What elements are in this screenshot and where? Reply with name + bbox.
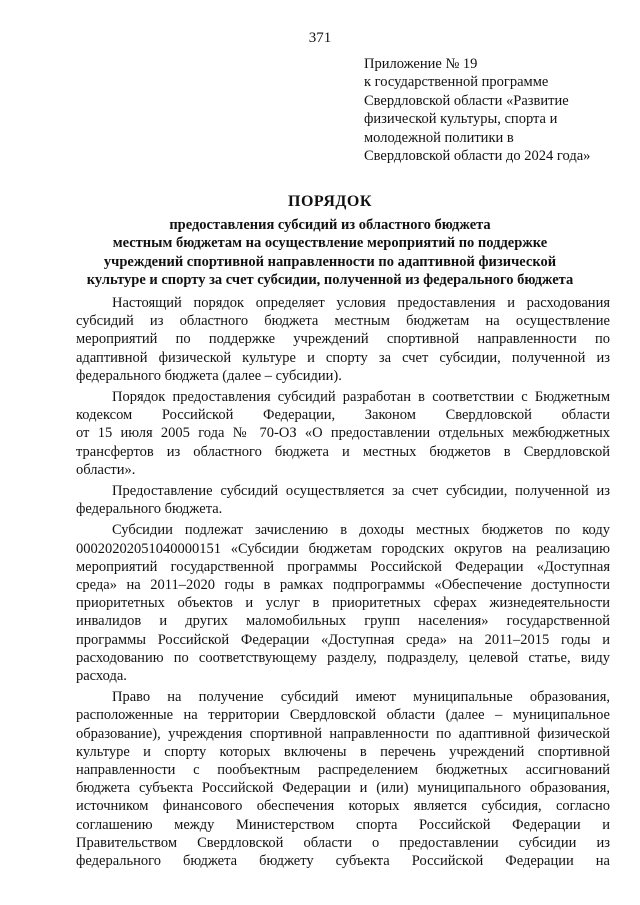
appendix-line: Свердловской области до 2024 года» (364, 148, 591, 165)
paragraph-line: федерального бюджета. (76, 501, 223, 518)
title-main: ПОРЯДОК (288, 193, 372, 210)
paragraph-line: расположенные на территории Свердловской области (далее – муниципальное (76, 707, 610, 724)
appendix-line: молодежной политики в (364, 129, 514, 146)
paragraph-line: 00020202051040000151 «Субсидии бюджетам городских округов на реализацию (76, 540, 610, 557)
paragraph-line: Правительством Свердловской области о предоставлении субсидии из (76, 834, 610, 851)
paragraph-line: Порядок предоставления субсидий разработан в соответствии с Бюджетным (112, 389, 610, 406)
body-paragraph (76, 482, 610, 518)
appendix-line: к государственной программе (364, 74, 549, 91)
paragraph-line: мероприятий государственной программы Российской Федерации «Доступная (76, 558, 610, 575)
paragraph-line: Настоящий порядок определяет условия предоставления и расходования (112, 295, 610, 311)
paragraph-line: источником финансового обеспечения которых является субсидия, согласно (76, 798, 610, 815)
paragraph-line: кодексом Российской Федерации, Законом Свердловской области (76, 407, 610, 424)
document-body (76, 294, 610, 870)
paragraph-line: расходованию по соответствующему разделу, подразделу, целевой статье, виду (76, 649, 610, 666)
paragraph-line: трансфертов из областного бюджета и местных бюджетов в Свердловской (76, 443, 610, 460)
title-subtitle-line: культуре и спорту за счет субсидии, полученной из федерального бюджета (86, 272, 574, 289)
paragraph-line: Предоставление субсидий осуществляется за счет субсидии, полученной из (112, 483, 610, 500)
page-number: 371 (308, 30, 332, 46)
body-paragraph (76, 521, 610, 685)
paragraph-line: образование), учреждения спортивной направленности по адаптивной физической (76, 725, 610, 742)
paragraph-line: области». (76, 461, 136, 478)
paragraph-line: мероприятий по поддержке учреждений спортивной направленности по (76, 331, 610, 348)
paragraph-line: среда» на 2011–2020 годы в рамках подпрограммы «Обеспечение доступности (76, 577, 610, 594)
paragraph-line: культуре и спорту которых включены в перечень учреждений спортивной (76, 743, 610, 760)
document-title (60, 192, 600, 290)
paragraph-line: расхода. (76, 668, 127, 685)
body-paragraph (76, 388, 610, 479)
paragraph-line: бюджета субъекта Российской Федерации и (или) муниципального образования, (76, 780, 610, 797)
paragraph-line: приоритетных объектов и услуг в приоритетных сферах жизнедеятельности (76, 595, 610, 612)
paragraph-line: адаптивной физической культуре и спорту за счет субсидии, полученной из (76, 349, 610, 366)
paragraph-line: инвалидов и других маломобильных групп населения» государственной (76, 613, 610, 630)
appendix-line: физической культуры, спорта и (364, 111, 558, 128)
appendix-block (364, 55, 624, 165)
title-subtitle-line: местным бюджетам на осуществление мероприятий по поддержке (112, 235, 548, 252)
paragraph-line: Право на получение субсидий имеют муниципальные образования, (112, 689, 610, 706)
paragraph-line: от 15 июля 2005 года № 70-ОЗ «О предоставлении отдельных межбюджетных (76, 425, 610, 442)
title-subtitle (60, 216, 600, 290)
body-paragraph (76, 294, 610, 385)
paragraph-line: субсидий из областного бюджета местным бюджетам на осуществление (76, 313, 610, 330)
appendix-line: Приложение № 19 (364, 56, 478, 72)
appendix-line: Свердловской области «Развитие (364, 92, 569, 109)
paragraph-line: направленности с пообъектным распределением бюджетных ассигнований (76, 762, 610, 779)
title-subtitle-line: учреждений спортивной направленности по адаптивной физической (103, 253, 557, 270)
paragraph-line: федерального бюджета (далее – субсидии). (76, 367, 342, 384)
paragraph-line: Субсидии подлежат зачислению в доходы местных бюджетов по коду (112, 522, 610, 539)
paragraph-line: соглашению между Министерством спорта Российской Федерации и (76, 816, 610, 833)
title-subtitle-line: предоставления субсидий из областного бюджета (169, 217, 491, 233)
paragraph-line: федерального бюджета бюджету субъекта Российской Федерации на (76, 853, 610, 870)
body-paragraph (76, 688, 610, 870)
paragraph-line: программы Российской Федерации «Доступная среда» на 2011–2015 годы и (76, 631, 610, 648)
